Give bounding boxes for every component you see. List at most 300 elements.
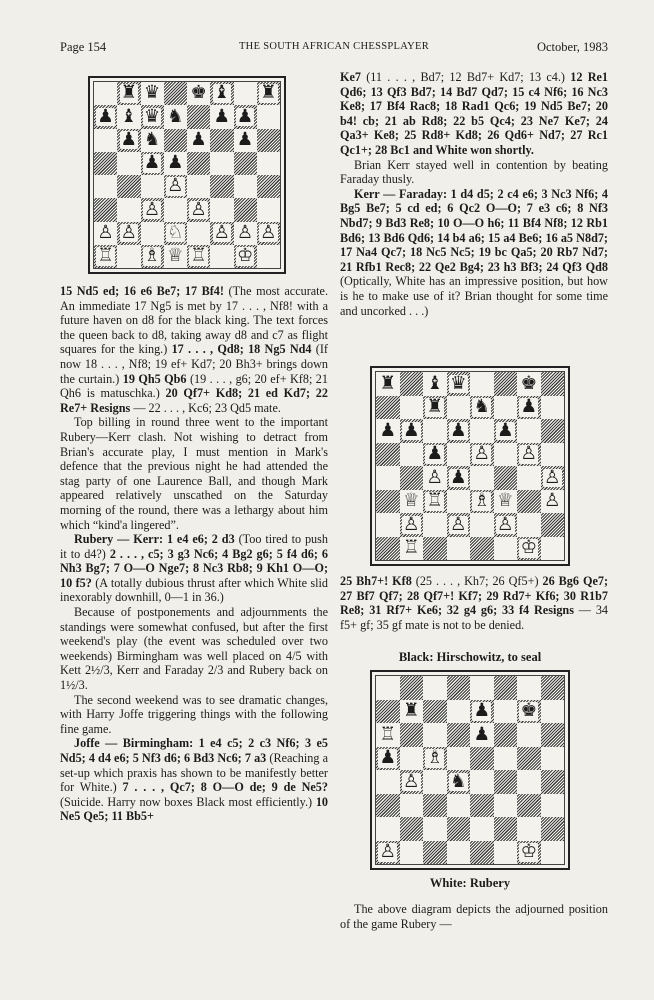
text-run: 10 Ne5 Qe5; 11 Bb5+ (60, 794, 328, 824)
page-number: Page 154 (60, 40, 107, 54)
board-square (234, 175, 257, 198)
board-square (494, 419, 518, 443)
board-square (234, 245, 257, 268)
board-square (141, 245, 164, 268)
board-square (376, 443, 400, 467)
board-square (423, 513, 447, 537)
board-square (494, 443, 518, 467)
right-column-top (340, 70, 608, 318)
board-square (470, 490, 494, 514)
white-queen-icon: ♕ (402, 490, 420, 511)
board-square (517, 723, 541, 747)
black-knight-icon: ♞ (167, 105, 184, 127)
board-square (541, 770, 565, 794)
board-square (376, 747, 400, 771)
board-square (187, 198, 210, 221)
text-run: Kerr — Faraday: 1 d4 d5; 2 c4 e6; 3 Nc3 Nf6; 4 Bg5 Be7; 5 cd ed; 6 Qc2 O—O; 7 e3 c6; 8 Nf3 Nbd7; 9 Bd3 Re8; 10 O—O h6; 11 Bf4 Nf8; 12 Rb1 Bd6; 13 Bd6 Qd6; 14 b4 a6; 15 a4 Be6; 16 a5 N8d7; 17 Na4 Qc7; 18 Nc5 Nc5; 19 bc Qa5; 20 Rb7 Nd7; 21 Rfb1 Rec8; 22 Qe2 Bg4; 23 h3 Bf3; 24 Qf3 Qd8 (340, 186, 608, 274)
board-square (187, 175, 210, 198)
board-square (541, 723, 565, 747)
black-bishop-icon: ♝ (120, 105, 138, 127)
board-square (234, 82, 257, 105)
board-square (423, 770, 447, 794)
board-square (257, 222, 280, 245)
board-square (541, 794, 565, 818)
paragraph-kerr-contention: Brian Kerr stayed well in contention by beating Faraday thusly. (340, 157, 608, 187)
paragraph-second-weekend: The second weekend was to see dramatic changes, with Harry Joffe triggering things with the following fine game. (60, 692, 328, 736)
text-run: (The most accurate. An immediate 17 Ng5 is met by 17 . . . , Nf8! with a future haven on d8 for the black king. The text forces the queen back to d8, taking away d8 and c7 as flight squares for the king.) (60, 284, 329, 357)
black-pawn-icon: ♟ (520, 396, 538, 417)
diagram-3-caption-top: Black: Hirschowitz, to seal (398, 650, 542, 664)
board-square (400, 747, 424, 771)
board-square (517, 466, 541, 490)
board-square (447, 466, 471, 490)
board-square (517, 537, 541, 561)
board-square (257, 105, 280, 128)
board-square (470, 513, 494, 537)
black-pawn-icon: ♟ (473, 723, 491, 745)
board-square (257, 129, 280, 152)
text-run: 17 . . . , Qd8; 18 Ng5 Nd4 (171, 342, 312, 357)
black-pawn-icon: ♟ (426, 443, 444, 464)
text-run: Ke7 (340, 70, 361, 84)
white-bishop-icon: ♗ (473, 490, 491, 511)
white-pawn-icon: ♙ (520, 443, 538, 464)
text-run: (19 . . . , g6; 20 ef+ Kf8; 21 Qh6 is matuschka.) (60, 371, 328, 401)
board-square (423, 490, 447, 514)
black-pawn-icon: ♟ (473, 700, 491, 721)
board-square (541, 700, 565, 724)
board-square (117, 82, 140, 105)
issue-date: October, 1983 (536, 40, 608, 54)
board-square (234, 222, 257, 245)
board-square (541, 537, 565, 561)
board-square (257, 175, 280, 198)
right-column-middle (340, 574, 608, 632)
text-run: 12 Re1 Qd6; 13 Qf3 Bd7; 14 Bd7 Qd7; 15 c4 Nf6; 16 Nc3 Ke8; 17 Bf4 Rac8; 18 Rad1 Qc6; 19 Nd5 Be7; 20 b4! cb; 21 ab Rd8; 22 b5 Qc4; 23 Ne7 Ke7; 24 Qa3+ Ke8; 25 Rd8+ Kd8; 26 Qd6+ Nd7; 27 Rc1 Qc1+; 28 Bc1 and White won shortly. (340, 70, 608, 157)
board-square (210, 82, 233, 105)
paragraph-kerr-faraday (340, 187, 608, 318)
board-square (423, 747, 447, 771)
board-square (94, 175, 117, 198)
board-square (494, 372, 518, 396)
board-square (210, 175, 233, 198)
board-square (164, 175, 187, 198)
board-square (117, 245, 140, 268)
board-square (423, 537, 447, 561)
board-square (470, 700, 494, 724)
board-square (257, 198, 280, 221)
board-square (117, 105, 140, 128)
white-pawn-icon: ♙ (402, 513, 420, 535)
board-square (376, 396, 400, 420)
board-square (376, 794, 400, 818)
text-run: 19 Qh5 Qb6 (122, 371, 187, 386)
board-square (470, 794, 494, 818)
board-square (470, 676, 494, 700)
board-square (141, 198, 164, 221)
board-square (210, 222, 233, 245)
black-pawn-icon: ♟ (167, 152, 184, 174)
board-square (210, 152, 233, 175)
black-pawn-icon: ♟ (97, 105, 114, 127)
black-bishop-icon: ♝ (426, 372, 444, 394)
board-square (376, 841, 400, 865)
board-square (257, 245, 280, 268)
board-square (447, 817, 471, 841)
white-pawn-icon: ♙ (473, 443, 491, 464)
black-bishop-icon: ♝ (213, 82, 231, 104)
board-square (470, 537, 494, 561)
board-square (470, 372, 494, 396)
board-square (423, 466, 447, 490)
board-square (400, 419, 424, 443)
board-square (494, 841, 518, 865)
board-square (541, 841, 565, 865)
board-square (94, 152, 117, 175)
white-pawn-icon: ♙ (402, 770, 420, 792)
board-square (447, 841, 471, 865)
white-pawn-icon: ♙ (236, 221, 254, 243)
board-square (517, 700, 541, 724)
board-square (257, 152, 280, 175)
board-square (94, 245, 117, 268)
text-run: (Optically, White has an impressive position, but how is he to make use of it? Brian thought for some time and uncorked . . .) (340, 274, 608, 318)
paragraph-adjourned: The above diagram depicts the adjourned position of the game Rubery — (340, 902, 608, 931)
black-pawn-icon: ♟ (143, 152, 161, 174)
text-run: 7 . . . , Qc7; 8 O—O de; 9 de Ne5? (122, 780, 328, 795)
white-queen-icon: ♕ (496, 490, 514, 511)
board-square (541, 372, 565, 396)
board-square (117, 198, 140, 221)
board-square (447, 723, 471, 747)
board-square (141, 175, 164, 198)
board-square (257, 82, 280, 105)
white-rook-icon: ♖ (379, 723, 397, 745)
black-pawn-icon: ♟ (236, 128, 254, 150)
black-pawn-icon: ♟ (449, 419, 467, 441)
black-rook-icon: ♜ (379, 372, 397, 394)
board-square (400, 372, 424, 396)
board-square (117, 152, 140, 175)
black-rook-icon: ♜ (402, 700, 420, 721)
board-square (187, 82, 210, 105)
board-square (494, 794, 518, 818)
board-square (423, 794, 447, 818)
board-square (541, 490, 565, 514)
board-square (447, 490, 471, 514)
white-pawn-icon: ♙ (167, 175, 184, 197)
black-knight-icon: ♞ (143, 128, 161, 150)
board-square (210, 105, 233, 128)
board-square (494, 537, 518, 561)
black-knight-icon: ♞ (449, 770, 467, 792)
board-square (400, 396, 424, 420)
board-square (376, 723, 400, 747)
black-pawn-icon: ♟ (379, 747, 397, 768)
board-square (447, 537, 471, 561)
board-square (447, 396, 471, 420)
black-pawn-icon: ♟ (449, 466, 467, 488)
board-square (517, 676, 541, 700)
text-run: — 22 . . . , Kc6; 23 Qd5 mate. (130, 400, 281, 415)
board-square (517, 372, 541, 396)
white-queen-icon: ♕ (167, 245, 184, 267)
board-square (164, 152, 187, 175)
board-square (400, 676, 424, 700)
board-square (494, 676, 518, 700)
board-square (517, 794, 541, 818)
white-pawn-icon: ♙ (97, 221, 114, 243)
text-run: 2 . . . , c5; 3 g3 Nc6; 4 Bg2 g6; 5 f4 d6; 6 Nh3 Bg7; 7 O—O Nge7; 8 Nc3 Rb8; 9 Kh1 O—O; 10 f5? (60, 546, 328, 590)
board-square (541, 817, 565, 841)
board-square (517, 841, 541, 865)
black-knight-icon: ♞ (473, 396, 491, 417)
board-square (423, 700, 447, 724)
black-rook-icon: ♜ (426, 396, 444, 417)
board-square (376, 372, 400, 396)
board-square (187, 152, 210, 175)
diagram-3-caption-bottom: White: Rubery (429, 876, 511, 890)
board-square (94, 198, 117, 221)
black-pawn-icon: ♟ (496, 419, 514, 441)
board-square (494, 700, 518, 724)
chess-diagram-3 (370, 670, 570, 870)
text-run: Joffe — Birmingham: 1 e4 c5; 2 c3 Nf6; 3 e5 Nd5; 4 d4 e6; 5 Nf3 d6; 6 Bd3 Nc6; 7 a3 (60, 736, 328, 765)
board-square (376, 513, 400, 537)
board-square (517, 770, 541, 794)
white-rook-icon: ♖ (190, 245, 207, 267)
white-pawn-icon: ♙ (543, 466, 561, 488)
black-king-icon: ♚ (190, 82, 207, 104)
board-square (400, 770, 424, 794)
board-square (164, 129, 187, 152)
board-square (541, 747, 565, 771)
chess-diagram-1 (88, 76, 286, 274)
board-square (541, 419, 565, 443)
board-square (447, 770, 471, 794)
board-square (400, 700, 424, 724)
board-square (470, 396, 494, 420)
board-square (517, 443, 541, 467)
board-square (234, 198, 257, 221)
board-square (470, 419, 494, 443)
board-square (470, 723, 494, 747)
board-square (541, 513, 565, 537)
page-header (60, 40, 608, 60)
paragraph-finish (340, 574, 608, 632)
board-square (470, 841, 494, 865)
board-square (210, 198, 233, 221)
right-column-bottom (340, 902, 608, 931)
board-square (400, 490, 424, 514)
board-square (494, 490, 518, 514)
white-pawn-icon: ♙ (379, 841, 397, 862)
black-pawn-icon: ♟ (379, 419, 397, 441)
board-square (164, 222, 187, 245)
board-square (423, 676, 447, 700)
board-square (210, 129, 233, 152)
board-square (164, 82, 187, 105)
white-pawn-icon: ♙ (449, 513, 467, 535)
text-run: (11 . . . , Bd7; 12 Bd7+ Kd7; 13 c4.) (360, 70, 571, 84)
white-knight-icon: ♘ (167, 221, 184, 243)
board-square (164, 105, 187, 128)
board-square (400, 841, 424, 865)
board-square (470, 817, 494, 841)
board-square (447, 676, 471, 700)
board-square (423, 841, 447, 865)
board-square (517, 396, 541, 420)
white-pawn-icon: ♙ (143, 198, 161, 220)
board-square (423, 817, 447, 841)
black-queen-icon: ♛ (143, 82, 161, 104)
paragraph-game-notes (60, 284, 328, 415)
black-king-icon: ♚ (520, 372, 538, 394)
black-rook-icon: ♜ (120, 82, 138, 104)
board-square (447, 419, 471, 443)
text-run: (Reaching a set-up which praxis has shown to be manifestly better for White.) (60, 751, 328, 795)
white-rook-icon: ♖ (402, 537, 420, 558)
board-square (517, 817, 541, 841)
board-square (541, 396, 565, 420)
board-square (447, 513, 471, 537)
board-square (94, 222, 117, 245)
board-square (141, 129, 164, 152)
white-pawn-icon: ♙ (426, 466, 444, 488)
text-run: 20 Qf7+ Kd8; 21 ed Kd7; 22 Re7+ Resigns (60, 386, 328, 415)
board-square (517, 747, 541, 771)
black-queen-icon: ♛ (143, 105, 161, 127)
paragraph-joffe-birmingham (60, 736, 328, 824)
paragraph-game-continuation (340, 70, 608, 158)
chess-diagram-2 (370, 366, 570, 566)
board-square (517, 419, 541, 443)
board-square (117, 175, 140, 198)
board-square (447, 372, 471, 396)
black-pawn-icon: ♟ (190, 128, 207, 150)
black-king-icon: ♚ (520, 700, 538, 721)
board-square (494, 770, 518, 794)
black-rook-icon: ♜ (260, 82, 277, 104)
text-run: 15 Nd5 ed; 16 e6 Be7; 17 Bf4! (60, 284, 224, 298)
black-pawn-icon: ♟ (236, 105, 254, 127)
board-square (494, 747, 518, 771)
board-square (210, 245, 233, 268)
board-square (423, 372, 447, 396)
board-square (470, 770, 494, 794)
board-square (400, 817, 424, 841)
board-square (400, 794, 424, 818)
board-square (470, 443, 494, 467)
board-square (400, 466, 424, 490)
paragraph-round-three: Top billing in round three went to the important Rubery—Kerr clash. Not wishing to detract from Brian's accurate play, I must mention in Mark's defence that the previous night he had attended the stag party of one Laurence Ball, and though Mark appeared relatively unscathed on the Saturday morning of the round, there was a lethargy about him which “kind'a lingered”. (60, 415, 328, 532)
white-king-icon: ♔ (236, 245, 254, 267)
black-pawn-icon: ♟ (120, 128, 138, 150)
white-pawn-icon: ♙ (213, 221, 231, 243)
white-king-icon: ♔ (520, 841, 538, 862)
board-square (141, 105, 164, 128)
text-run: 25 Bh7+! Kf8 (340, 574, 412, 588)
board-square (141, 82, 164, 105)
text-run: (Suicide. Harry now boxes Black most efficiently.) (60, 794, 316, 809)
board-square (423, 419, 447, 443)
board-square (187, 222, 210, 245)
white-bishop-icon: ♗ (426, 747, 444, 768)
board-square (447, 443, 471, 467)
text-run: — 34 f5+ gf; 35 gf mate is not to be denied. (340, 603, 609, 632)
paragraph-standings: Because of postponements and adjournments the standings were somewhat confused, but after the first weekend's play (the event was scheduled over two weekends) Birmingham was well placed on 4/5 with Kett 2½/3, Kerr and Faraday 2/3 and Rubery back on 1½/3. (60, 605, 328, 693)
white-bishop-icon: ♗ (143, 245, 161, 267)
board-square (376, 537, 400, 561)
board-square (400, 443, 424, 467)
board-square (541, 676, 565, 700)
black-pawn-icon: ♟ (213, 105, 231, 127)
board-square (164, 245, 187, 268)
paragraph-rubery-kerr (60, 532, 328, 605)
board-square (94, 82, 117, 105)
board-square (400, 537, 424, 561)
board-square (494, 396, 518, 420)
board-square (400, 723, 424, 747)
white-pawn-icon: ♙ (260, 221, 277, 243)
board-square (447, 747, 471, 771)
white-pawn-icon: ♙ (190, 198, 207, 220)
white-rook-icon: ♖ (97, 245, 114, 267)
white-pawn-icon: ♙ (543, 490, 561, 511)
board-square (187, 105, 210, 128)
board-square (376, 817, 400, 841)
board-square (376, 700, 400, 724)
board-square (494, 466, 518, 490)
board-square (141, 222, 164, 245)
text-run: (Too tired to push it to d4?) (60, 532, 328, 561)
board-square (117, 222, 140, 245)
black-queen-icon: ♛ (449, 372, 467, 394)
board-square (423, 443, 447, 467)
board-square (447, 794, 471, 818)
board-square (234, 152, 257, 175)
text-run: 26 Bg6 Qe7; 27 Bf7 Qf7; 28 Qf7+! Kf7; 29 Rd7+ Kf6; 30 R1b7 Re8; 31 Rf7+ Ke6; 32 g4 g6; 33 f4 Resigns (340, 574, 609, 618)
board-square (423, 396, 447, 420)
board-square (141, 152, 164, 175)
white-king-icon: ♔ (520, 537, 538, 558)
board-square (400, 513, 424, 537)
board-square (234, 105, 257, 128)
text-run: (A totally dubious thrust after which White slid inexorably downhill, 0—1 in 36.) (60, 575, 328, 605)
white-pawn-icon: ♙ (120, 221, 138, 243)
black-pawn-icon: ♟ (402, 419, 420, 441)
board-square (376, 676, 400, 700)
board-square (470, 466, 494, 490)
white-rook-icon: ♖ (426, 490, 444, 511)
board-square (494, 817, 518, 841)
board-square (117, 129, 140, 152)
left-column (60, 284, 328, 824)
board-square (376, 466, 400, 490)
board-square (187, 245, 210, 268)
board-square (541, 443, 565, 467)
board-square (164, 198, 187, 221)
white-pawn-icon: ♙ (496, 513, 514, 535)
board-square (494, 513, 518, 537)
board-square (376, 419, 400, 443)
board-square (187, 129, 210, 152)
text-run: Rubery — Kerr: 1 e4 e6; 2 d3 (74, 532, 235, 547)
board-square (494, 723, 518, 747)
board-square (94, 105, 117, 128)
board-square (517, 490, 541, 514)
board-square (94, 129, 117, 152)
